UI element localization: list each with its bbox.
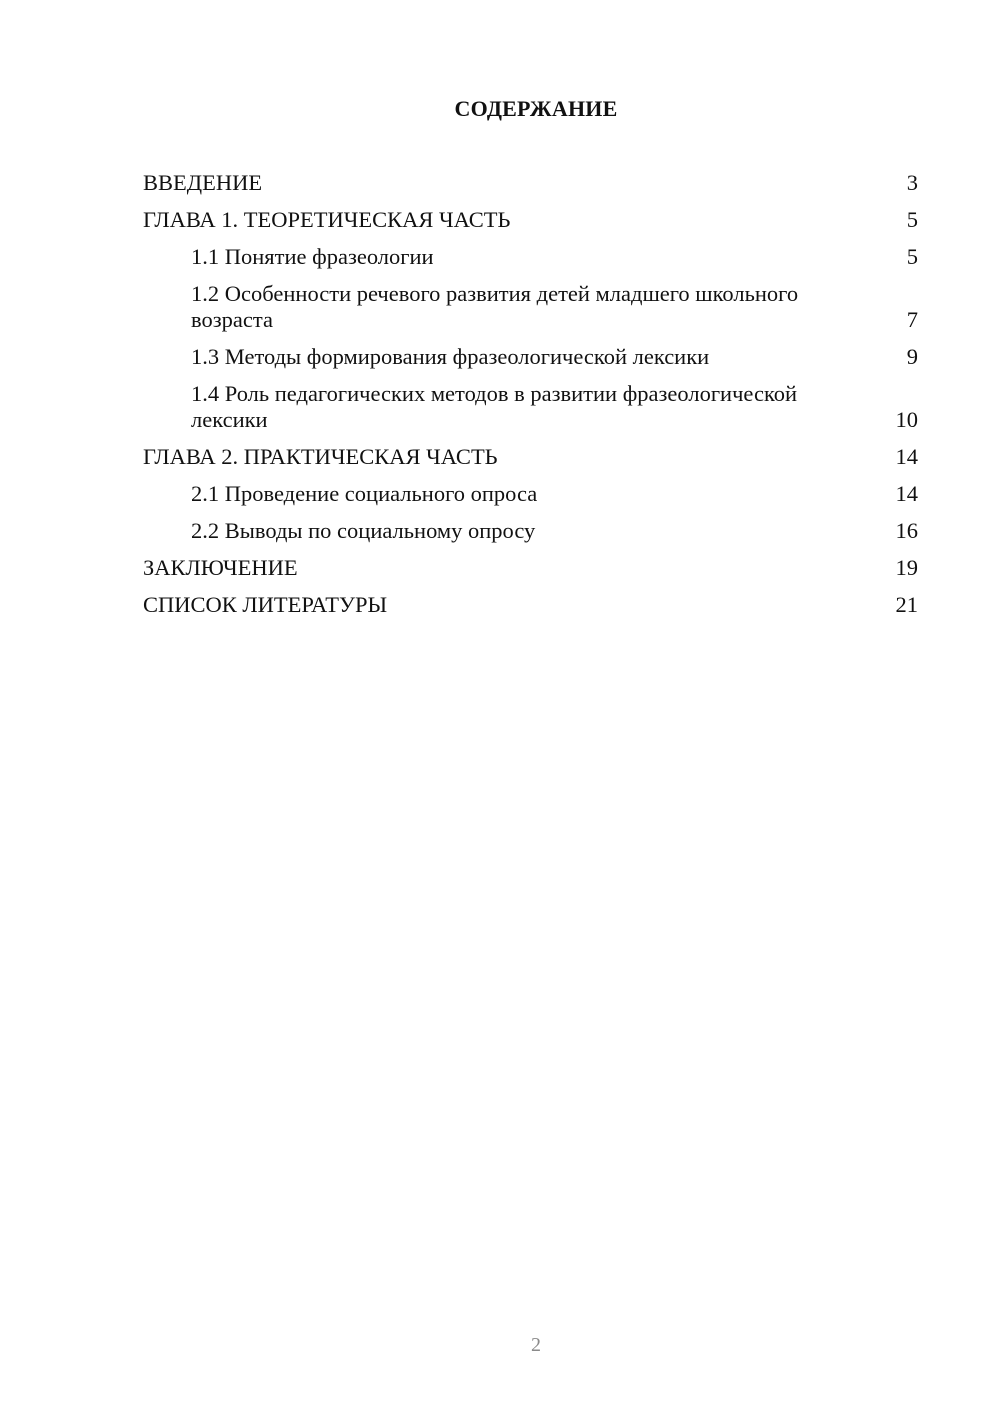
- toc-entry-page: 7: [906, 307, 918, 332]
- toc-entry-page: 3: [906, 170, 918, 195]
- toc-entry-page: 21: [895, 592, 918, 617]
- toc-entry-page: 5: [906, 207, 918, 232]
- toc-entry-chapter-1[interactable]: [143, 207, 918, 233]
- toc-entry-page: 14: [895, 444, 918, 469]
- toc-entry-text: 1.3 Методы формирования фразеологической лексики: [191, 344, 710, 369]
- toc-entry-text: 1.1 Понятие фразеологии: [191, 244, 434, 269]
- page-number: 2: [531, 1334, 541, 1356]
- toc-entry-section-2-2[interactable]: [143, 518, 918, 544]
- toc-entry-text: 2.2 Выводы по социальному опросу: [191, 518, 536, 543]
- toc-entry-conclusion[interactable]: [143, 555, 918, 581]
- toc-entry-text: ЗАКЛЮЧЕНИЕ: [143, 555, 298, 580]
- toc-entry-section-1-3[interactable]: [143, 344, 918, 370]
- toc-entry-page: 10: [895, 407, 918, 432]
- toc-entry-page: 9: [906, 344, 918, 369]
- toc-entry-introduction[interactable]: [143, 170, 918, 196]
- toc-entry-text: ВВЕДЕНИЕ: [143, 170, 263, 195]
- toc-title: СОДЕРЖАНИЕ: [454, 96, 618, 121]
- toc-entry-section-1-2[interactable]: [143, 281, 918, 333]
- toc-entry-text: ГЛАВА 2. ПРАКТИЧЕСКАЯ ЧАСТЬ: [143, 444, 498, 469]
- toc-entry-text: ГЛАВА 1. ТЕОРЕТИЧЕСКАЯ ЧАСТЬ: [143, 207, 511, 232]
- table-of-contents: [143, 170, 918, 629]
- toc-entry-section-1-4[interactable]: [143, 381, 918, 433]
- toc-entry-text: 1.2 Особенности речевого развития детей младшего школьного возраста: [191, 281, 799, 332]
- toc-entry-text: 2.1 Проведение социального опроса: [191, 481, 538, 506]
- toc-entry-text: 1.4 Роль педагогических методов в развитии фразеологической лексики: [191, 381, 798, 432]
- toc-entry-section-2-1[interactable]: [143, 481, 918, 507]
- toc-entry-chapter-2[interactable]: [143, 444, 918, 470]
- toc-entry-page: 16: [895, 518, 918, 543]
- toc-entry-page: 5: [906, 244, 918, 269]
- toc-entry-references[interactable]: [143, 592, 918, 618]
- toc-entry-page: 14: [895, 481, 918, 506]
- toc-entry-page: 19: [895, 555, 918, 580]
- toc-entry-section-1-1[interactable]: [143, 244, 918, 270]
- toc-entry-text: СПИСОК ЛИТЕРАТУРЫ: [143, 592, 388, 617]
